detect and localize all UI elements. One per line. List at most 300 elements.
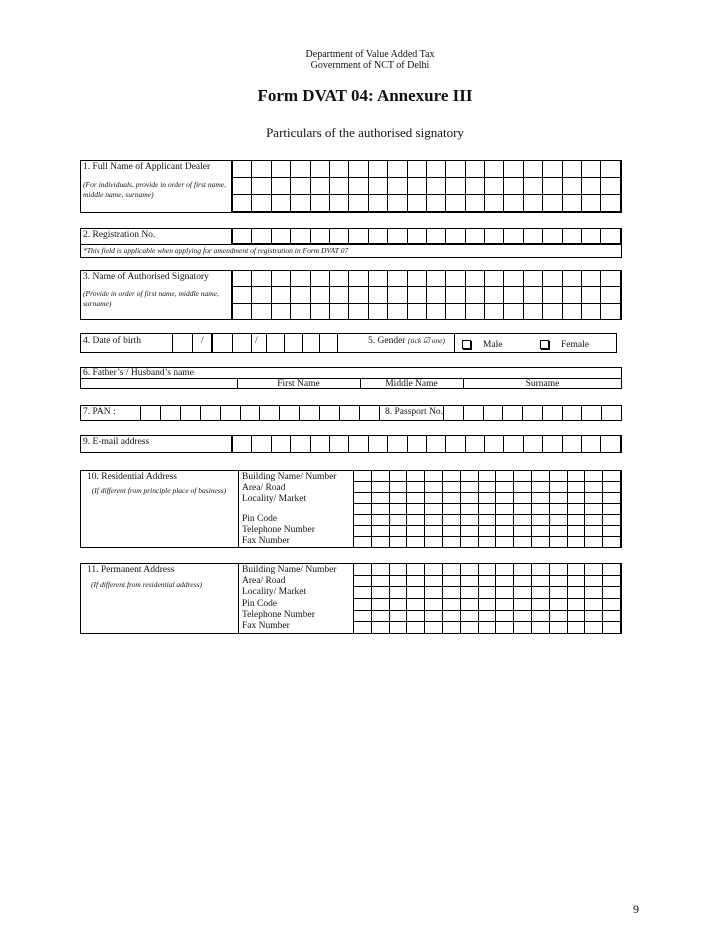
- char-cell[interactable]: [310, 436, 329, 453]
- char-cell[interactable]: [585, 564, 603, 576]
- char-cell[interactable]: [329, 287, 348, 303]
- char-cell[interactable]: [291, 161, 310, 178]
- char-cell[interactable]: [425, 575, 443, 587]
- char-cell[interactable]: [531, 493, 549, 504]
- char-cell[interactable]: [603, 526, 621, 537]
- char-cell[interactable]: [425, 587, 443, 599]
- char-cell[interactable]: [442, 575, 460, 587]
- char-cell[interactable]: [310, 287, 329, 303]
- char-cell[interactable]: [425, 598, 443, 610]
- char-cell[interactable]: [349, 229, 368, 244]
- char-cell[interactable]: [354, 526, 372, 537]
- registration-no-grid[interactable]: [232, 228, 621, 244]
- char-cell[interactable]: [320, 334, 338, 353]
- char-cell[interactable]: [291, 436, 310, 453]
- char-cell[interactable]: [567, 471, 585, 482]
- char-cell[interactable]: [531, 482, 549, 493]
- char-cell[interactable]: [349, 436, 368, 453]
- char-cell[interactable]: [514, 537, 532, 548]
- char-cell[interactable]: [371, 537, 389, 548]
- char-cell[interactable]: [496, 493, 514, 504]
- char-cell[interactable]: [460, 587, 478, 599]
- char-cell[interactable]: [504, 195, 523, 212]
- char-cell[interactable]: [407, 195, 426, 212]
- char-cell[interactable]: [349, 271, 368, 287]
- char-cell[interactable]: [567, 564, 585, 576]
- char-cell[interactable]: [504, 287, 523, 303]
- char-cell[interactable]: [531, 598, 549, 610]
- char-cell[interactable]: [233, 287, 252, 303]
- char-cell[interactable]: [446, 436, 465, 453]
- char-cell[interactable]: [531, 526, 549, 537]
- char-cell[interactable]: [478, 504, 496, 515]
- char-cell[interactable]: [514, 598, 532, 610]
- char-cell[interactable]: [549, 622, 567, 634]
- char-cell[interactable]: [496, 564, 514, 576]
- char-cell[interactable]: [310, 303, 329, 319]
- char-cell[interactable]: [407, 598, 425, 610]
- char-cell[interactable]: [446, 178, 465, 195]
- char-cell[interactable]: [465, 229, 484, 244]
- char-cell[interactable]: [371, 471, 389, 482]
- char-cell[interactable]: [562, 287, 581, 303]
- char-cell[interactable]: [503, 406, 523, 421]
- char-cell[interactable]: [603, 493, 621, 504]
- char-cell[interactable]: [425, 471, 443, 482]
- char-cell[interactable]: [354, 610, 372, 622]
- char-cell[interactable]: [252, 195, 271, 212]
- char-cell[interactable]: [478, 471, 496, 482]
- char-cell[interactable]: [567, 575, 585, 587]
- char-cell[interactable]: [549, 482, 567, 493]
- char-cell[interactable]: [543, 195, 562, 212]
- char-cell[interactable]: [531, 471, 549, 482]
- char-cell[interactable]: [478, 587, 496, 599]
- char-cell[interactable]: [141, 406, 161, 421]
- char-cell[interactable]: [300, 406, 320, 421]
- char-cell[interactable]: [523, 436, 542, 453]
- char-cell[interactable]: [478, 482, 496, 493]
- char-cell[interactable]: [465, 195, 484, 212]
- char-cell[interactable]: [354, 598, 372, 610]
- char-cell[interactable]: [514, 575, 532, 587]
- residential-address-grid[interactable]: [353, 470, 621, 548]
- char-cell[interactable]: [371, 610, 389, 622]
- char-cell[interactable]: [582, 303, 601, 319]
- char-cell[interactable]: [354, 575, 372, 587]
- char-cell[interactable]: [389, 482, 407, 493]
- char-cell[interactable]: [354, 515, 372, 526]
- char-cell[interactable]: [442, 471, 460, 482]
- char-cell[interactable]: [354, 537, 372, 548]
- char-cell[interactable]: [567, 587, 585, 599]
- char-cell[interactable]: [280, 406, 300, 421]
- char-cell[interactable]: [240, 406, 260, 421]
- char-cell[interactable]: [371, 482, 389, 493]
- char-cell[interactable]: [354, 587, 372, 599]
- char-cell[interactable]: [567, 610, 585, 622]
- char-cell[interactable]: [446, 229, 465, 244]
- char-cell[interactable]: [442, 564, 460, 576]
- char-cell[interactable]: [582, 161, 601, 178]
- char-cell[interactable]: [442, 598, 460, 610]
- char-cell[interactable]: [567, 493, 585, 504]
- char-cell[interactable]: [233, 161, 252, 178]
- char-cell[interactable]: [549, 537, 567, 548]
- char-cell[interactable]: [388, 303, 407, 319]
- char-cell[interactable]: [523, 406, 543, 421]
- char-cell[interactable]: [514, 526, 532, 537]
- char-cell[interactable]: [460, 610, 478, 622]
- char-cell[interactable]: [562, 271, 581, 287]
- char-cell[interactable]: [549, 526, 567, 537]
- char-cell[interactable]: [485, 229, 504, 244]
- char-cell[interactable]: [585, 471, 603, 482]
- char-cell[interactable]: [531, 575, 549, 587]
- char-cell[interactable]: [354, 493, 372, 504]
- char-cell[interactable]: [271, 178, 290, 195]
- char-cell[interactable]: [426, 287, 445, 303]
- char-cell[interactable]: [425, 564, 443, 576]
- char-cell[interactable]: [496, 575, 514, 587]
- char-cell[interactable]: [562, 303, 581, 319]
- char-cell[interactable]: [523, 287, 542, 303]
- char-cell[interactable]: [585, 598, 603, 610]
- char-cell[interactable]: [567, 526, 585, 537]
- char-cell[interactable]: [388, 271, 407, 287]
- char-cell[interactable]: [504, 229, 523, 244]
- male-checkbox[interactable]: [462, 340, 471, 349]
- char-cell[interactable]: [582, 195, 601, 212]
- char-cell[interactable]: [460, 575, 478, 587]
- char-cell[interactable]: [567, 482, 585, 493]
- char-cell[interactable]: [389, 610, 407, 622]
- char-cell[interactable]: [407, 537, 425, 548]
- char-cell[interactable]: [349, 287, 368, 303]
- char-cell[interactable]: [582, 178, 601, 195]
- char-cell[interactable]: [388, 161, 407, 178]
- signatory-name-grid[interactable]: [232, 270, 621, 320]
- char-cell[interactable]: [252, 178, 271, 195]
- char-cell[interactable]: [582, 287, 601, 303]
- char-cell[interactable]: [389, 515, 407, 526]
- char-cell[interactable]: [252, 229, 271, 244]
- pan-grid[interactable]: [140, 405, 380, 421]
- char-cell[interactable]: [310, 161, 329, 178]
- char-cell[interactable]: [504, 436, 523, 453]
- char-cell[interactable]: [354, 622, 372, 634]
- char-cell[interactable]: [601, 303, 621, 319]
- char-cell[interactable]: [504, 303, 523, 319]
- char-cell[interactable]: [485, 195, 504, 212]
- char-cell[interactable]: [310, 195, 329, 212]
- char-cell[interactable]: [460, 526, 478, 537]
- char-cell[interactable]: [585, 610, 603, 622]
- char-cell[interactable]: [543, 287, 562, 303]
- char-cell[interactable]: [271, 271, 290, 287]
- char-cell[interactable]: [603, 471, 621, 482]
- char-cell[interactable]: [389, 504, 407, 515]
- char-cell[interactable]: [260, 406, 280, 421]
- char-cell[interactable]: [233, 303, 252, 319]
- char-cell[interactable]: [585, 504, 603, 515]
- char-cell[interactable]: [582, 406, 602, 421]
- char-cell[interactable]: [368, 271, 387, 287]
- char-cell[interactable]: [549, 575, 567, 587]
- char-cell[interactable]: [465, 287, 484, 303]
- char-cell[interactable]: [233, 436, 252, 453]
- char-cell[interactable]: [603, 515, 621, 526]
- char-cell[interactable]: [483, 406, 503, 421]
- char-cell[interactable]: [601, 287, 621, 303]
- char-cell[interactable]: [407, 575, 425, 587]
- char-cell[interactable]: [562, 195, 581, 212]
- char-cell[interactable]: [446, 161, 465, 178]
- female-checkbox[interactable]: [540, 340, 549, 349]
- char-cell[interactable]: [371, 598, 389, 610]
- char-cell[interactable]: [368, 178, 387, 195]
- char-cell[interactable]: [543, 271, 562, 287]
- char-cell[interactable]: [514, 482, 532, 493]
- char-cell[interactable]: [425, 515, 443, 526]
- char-cell[interactable]: [601, 195, 621, 212]
- char-cell[interactable]: [523, 303, 542, 319]
- char-cell[interactable]: [442, 515, 460, 526]
- char-cell[interactable]: [496, 622, 514, 634]
- char-cell[interactable]: [531, 515, 549, 526]
- char-cell[interactable]: [478, 493, 496, 504]
- char-cell[interactable]: [460, 537, 478, 548]
- char-cell[interactable]: [562, 161, 581, 178]
- char-cell[interactable]: [425, 622, 443, 634]
- char-cell[interactable]: [531, 610, 549, 622]
- char-cell[interactable]: [426, 303, 445, 319]
- char-cell[interactable]: [291, 287, 310, 303]
- char-cell[interactable]: [603, 564, 621, 576]
- char-cell[interactable]: [460, 482, 478, 493]
- char-cell[interactable]: [233, 178, 252, 195]
- char-cell[interactable]: [368, 195, 387, 212]
- char-cell[interactable]: [389, 587, 407, 599]
- char-cell[interactable]: [426, 161, 445, 178]
- char-cell[interactable]: [567, 598, 585, 610]
- char-cell[interactable]: [567, 622, 585, 634]
- passport-grid[interactable]: [443, 405, 622, 421]
- char-cell[interactable]: [233, 229, 252, 244]
- char-cell[interactable]: [478, 526, 496, 537]
- char-cell[interactable]: [496, 515, 514, 526]
- char-cell[interactable]: [388, 287, 407, 303]
- char-cell[interactable]: [601, 178, 621, 195]
- char-cell[interactable]: [354, 482, 372, 493]
- char-cell[interactable]: [562, 406, 582, 421]
- char-cell[interactable]: [478, 537, 496, 548]
- char-cell[interactable]: [478, 515, 496, 526]
- char-cell[interactable]: [485, 178, 504, 195]
- char-cell[interactable]: [549, 564, 567, 576]
- char-cell[interactable]: [389, 622, 407, 634]
- char-cell[interactable]: [543, 303, 562, 319]
- char-cell[interactable]: [425, 610, 443, 622]
- char-cell[interactable]: [478, 610, 496, 622]
- char-cell[interactable]: [465, 271, 484, 287]
- char-cell[interactable]: [407, 564, 425, 576]
- char-cell[interactable]: [567, 504, 585, 515]
- char-cell[interactable]: [271, 436, 290, 453]
- char-cell[interactable]: [531, 564, 549, 576]
- char-cell[interactable]: [389, 537, 407, 548]
- char-cell[interactable]: [523, 195, 542, 212]
- char-cell[interactable]: [465, 303, 484, 319]
- char-cell[interactable]: [371, 564, 389, 576]
- char-cell[interactable]: [371, 515, 389, 526]
- char-cell[interactable]: [173, 334, 193, 353]
- char-cell[interactable]: [271, 195, 290, 212]
- dob-year-grid[interactable]: [266, 333, 338, 353]
- char-cell[interactable]: [252, 303, 271, 319]
- char-cell[interactable]: [514, 622, 532, 634]
- char-cell[interactable]: [496, 598, 514, 610]
- char-cell[interactable]: [496, 526, 514, 537]
- char-cell[interactable]: [603, 610, 621, 622]
- dob-day-grid[interactable]: [172, 333, 212, 353]
- char-cell[interactable]: [407, 504, 425, 515]
- char-cell[interactable]: [425, 482, 443, 493]
- char-cell[interactable]: [442, 526, 460, 537]
- char-cell[interactable]: [329, 229, 348, 244]
- char-cell[interactable]: [446, 303, 465, 319]
- char-cell[interactable]: [407, 587, 425, 599]
- char-cell[interactable]: [425, 526, 443, 537]
- char-cell[interactable]: [407, 482, 425, 493]
- char-cell[interactable]: [407, 436, 426, 453]
- char-cell[interactable]: [371, 575, 389, 587]
- char-cell[interactable]: [310, 229, 329, 244]
- char-cell[interactable]: [291, 195, 310, 212]
- char-cell[interactable]: [291, 178, 310, 195]
- char-cell[interactable]: [567, 537, 585, 548]
- female-option[interactable]: Female: [540, 340, 589, 350]
- applicant-name-grid[interactable]: [232, 160, 621, 212]
- char-cell[interactable]: [407, 526, 425, 537]
- char-cell[interactable]: [562, 178, 581, 195]
- char-cell[interactable]: [354, 564, 372, 576]
- char-cell[interactable]: [389, 526, 407, 537]
- char-cell[interactable]: [460, 504, 478, 515]
- char-cell[interactable]: [567, 515, 585, 526]
- char-cell[interactable]: [160, 406, 180, 421]
- char-cell[interactable]: [368, 436, 387, 453]
- char-cell[interactable]: [388, 436, 407, 453]
- char-cell[interactable]: [485, 436, 504, 453]
- char-cell[interactable]: [549, 598, 567, 610]
- char-cell[interactable]: [320, 406, 340, 421]
- char-cell[interactable]: [368, 161, 387, 178]
- char-cell[interactable]: [585, 482, 603, 493]
- char-cell[interactable]: [562, 229, 581, 244]
- char-cell[interactable]: [603, 482, 621, 493]
- char-cell[interactable]: [549, 504, 567, 515]
- char-cell[interactable]: [271, 303, 290, 319]
- char-cell[interactable]: [585, 587, 603, 599]
- char-cell[interactable]: [442, 482, 460, 493]
- char-cell[interactable]: [442, 587, 460, 599]
- char-cell[interactable]: [442, 504, 460, 515]
- char-cell[interactable]: [523, 271, 542, 287]
- char-cell[interactable]: [233, 195, 252, 212]
- char-cell[interactable]: [371, 526, 389, 537]
- char-cell[interactable]: [603, 504, 621, 515]
- char-cell[interactable]: [603, 622, 621, 634]
- char-cell[interactable]: [601, 161, 621, 178]
- char-cell[interactable]: [582, 271, 601, 287]
- char-cell[interactable]: [329, 271, 348, 287]
- char-cell[interactable]: [585, 493, 603, 504]
- char-cell[interactable]: [582, 436, 601, 453]
- char-cell[interactable]: [368, 287, 387, 303]
- char-cell[interactable]: [523, 229, 542, 244]
- char-cell[interactable]: [585, 515, 603, 526]
- char-cell[interactable]: [446, 271, 465, 287]
- char-cell[interactable]: [284, 334, 302, 353]
- char-cell[interactable]: [465, 436, 484, 453]
- char-cell[interactable]: [407, 303, 426, 319]
- char-cell[interactable]: [407, 471, 425, 482]
- char-cell[interactable]: [531, 504, 549, 515]
- char-cell[interactable]: [407, 493, 425, 504]
- char-cell[interactable]: [291, 303, 310, 319]
- char-cell[interactable]: [407, 271, 426, 287]
- char-cell[interactable]: [252, 436, 271, 453]
- char-cell[interactable]: [549, 471, 567, 482]
- char-cell[interactable]: [460, 622, 478, 634]
- char-cell[interactable]: [200, 406, 220, 421]
- char-cell[interactable]: [407, 229, 426, 244]
- char-cell[interactable]: [549, 587, 567, 599]
- char-cell[interactable]: [271, 229, 290, 244]
- char-cell[interactable]: [514, 515, 532, 526]
- char-cell[interactable]: [465, 161, 484, 178]
- char-cell[interactable]: [220, 406, 240, 421]
- char-cell[interactable]: [349, 178, 368, 195]
- char-cell[interactable]: [371, 622, 389, 634]
- char-cell[interactable]: [329, 195, 348, 212]
- char-cell[interactable]: [407, 161, 426, 178]
- char-cell[interactable]: [514, 610, 532, 622]
- char-cell[interactable]: [310, 178, 329, 195]
- char-cell[interactable]: [514, 587, 532, 599]
- char-cell[interactable]: [496, 504, 514, 515]
- char-cell[interactable]: [425, 504, 443, 515]
- char-cell[interactable]: [549, 493, 567, 504]
- char-cell[interactable]: [523, 178, 542, 195]
- char-cell[interactable]: [478, 575, 496, 587]
- char-cell[interactable]: [542, 406, 562, 421]
- char-cell[interactable]: [601, 229, 621, 244]
- char-cell[interactable]: [388, 229, 407, 244]
- char-cell[interactable]: [426, 271, 445, 287]
- char-cell[interactable]: [232, 334, 252, 353]
- char-cell[interactable]: [368, 229, 387, 244]
- char-cell[interactable]: [329, 436, 348, 453]
- char-cell[interactable]: [460, 515, 478, 526]
- char-cell[interactable]: [562, 436, 581, 453]
- char-cell[interactable]: [460, 471, 478, 482]
- char-cell[interactable]: [442, 493, 460, 504]
- char-cell[interactable]: [543, 161, 562, 178]
- char-cell[interactable]: [213, 334, 233, 353]
- char-cell[interactable]: [389, 493, 407, 504]
